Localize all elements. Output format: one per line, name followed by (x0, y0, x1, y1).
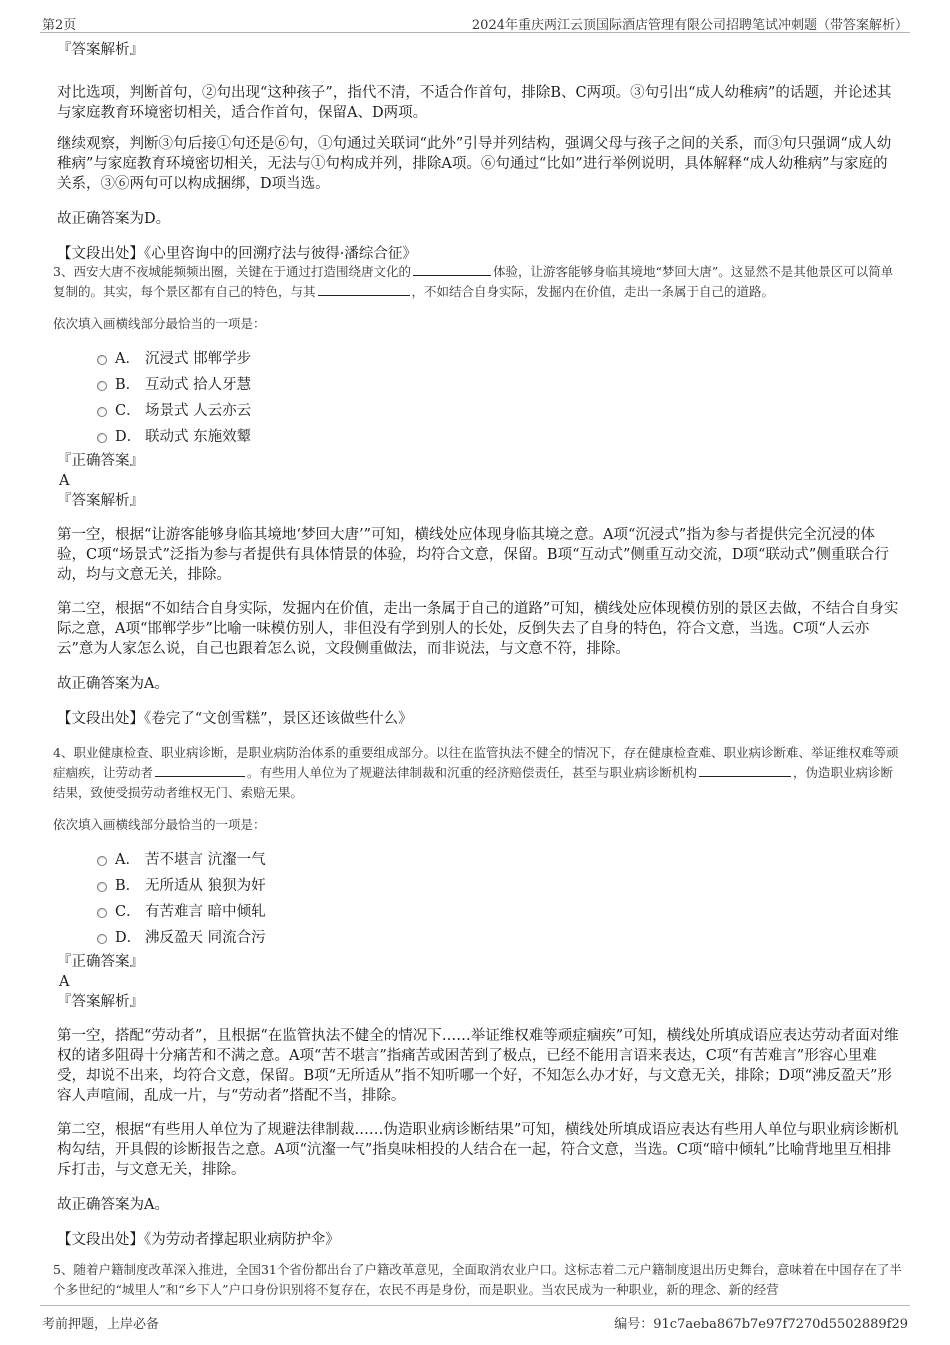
q3-conclusion: 故正确答案为A。 (57, 676, 169, 692)
page-content (53, 40, 902, 1300)
q3-analysis-paragraph-1: 第一空，根据“让游客能够身临其境地‘梦回大唐’”可知，横线处应体现身临其境之意。A项“沉浸式”指为参与者提供完全沉浸的体验，C项“场景式”泛指为参与者提供有具体情景的体验，均符合文意，保留。B项“互动式”侧重互动交流，D项“联动式”侧重联合行动，均与文意无关，排除。 (57, 527, 889, 583)
q4-source: 【文段出处】《为劳动者撑起职业病防护伞》 (57, 1232, 340, 1248)
radio-icon[interactable] (97, 934, 107, 944)
option-b[interactable]: B． 无所适从 狼狈为奸 (97, 873, 902, 899)
question-4-instruction: 依次填入画横线部分最恰当的一项是： (53, 817, 266, 832)
radio-icon[interactable] (97, 882, 107, 892)
option-d[interactable]: D． 联动式 东施效颦 (97, 424, 902, 450)
correct-answer-label: 『正确答案』 (57, 453, 144, 469)
document-title: 2024年重庆两江云顶国际酒店管理有限公司招聘笔试冲刺题（带答案解析） (471, 18, 908, 33)
option-a[interactable]: A． 沉浸式 邯郸学步 (97, 346, 902, 372)
option-b[interactable]: B． 互动式 拾人牙慧 (97, 372, 902, 398)
question-3-options (97, 346, 902, 450)
option-d[interactable]: D． 沸反盈天 同流合污 (97, 925, 902, 951)
q4-conclusion: 故正确答案为A。 (57, 1197, 169, 1213)
question-5-stem: 5、随着户籍制度改革深入推进，全国31个省份都出台了户籍改革意见，全面取消农业户口。这标志着二元户籍制度退出历史舞台，意味着在中国存在了半个多世纪的“城里人”和“乡下人”户口身份识别将不复存在，农民不再是身份，而是职业。当农民成为一种职业，新的理念、新的经营 (53, 1262, 902, 1297)
analysis-label: 『答案解析』 (57, 994, 144, 1010)
radio-icon[interactable] (97, 856, 107, 866)
question-4-options (97, 847, 902, 951)
page-header (40, 10, 910, 33)
radio-icon[interactable] (97, 355, 107, 365)
intro-source: 【文段出处】《心里咨询中的回溯疗法与彼得·潘综合征》 (57, 246, 417, 262)
question-3-instruction: 依次填入画横线部分最恰当的一项是： (53, 316, 266, 331)
intro-paragraph-2: 继续观察，判断③句后接①句还是⑥句，①句通过关联词“此外”引导并列结构，强调父母与孩子之间的关系，而③句只强调“成人幼稚病”与家庭教育环境密切相关，无法与①句构成并列，排除A项。⑥句通过“比如”进行举例说明，具体解释“成人幼稚病”与家庭的关系，③⑥两句可以构成捆绑，D项当选。 (57, 136, 892, 192)
radio-icon[interactable] (97, 908, 107, 918)
question-4-stem: 4、职业健康检查、职业病诊断，是职业病防治体系的重要组成部分。以往在监管执法不健全的情况下，存在健康检查难、职业病诊断难、举证维权难等顽症痼疾，让劳动者 。有些用人单位为了规避法律制裁和沉重的经济赔偿责任，甚至与职业病诊断机构 ，伪造职业病诊断结果，致使受损劳动者维权无门、索赔无果。 (53, 745, 899, 800)
page-footer (40, 1305, 910, 1332)
footer-slogan: 考前押题，上岸必备 (42, 1317, 160, 1332)
option-c[interactable]: C． 有苦难言 暗中倾轧 (97, 899, 902, 925)
q4-analysis-paragraph-2: 第二空，根据“有些用人单位为了规避法律制裁……伪造职业病诊断结果”可知，横线处所填成语应表达有些用人单位与职业病诊断机构勾结，开具假的诊断报告之意。A项“沆瀣一气”指臭味相投的人结合在一起，符合文意，当选。C项“暗中倾轧”比喻背地里互相排斥打击，与文意无关，排除。 (57, 1122, 899, 1178)
blank-line (413, 264, 491, 276)
option-c[interactable]: C． 场景式 人云亦云 (97, 398, 902, 424)
radio-icon[interactable] (97, 433, 107, 443)
analysis-label: 『答案解析』 (57, 493, 144, 509)
radio-icon[interactable] (97, 407, 107, 417)
blank-line (318, 284, 410, 296)
intro-paragraph-1: 对比选项，判断首句，②句出现“这种孩子”，指代不清，不适合作首句，排除B、C两项。③句引出“成人幼稚病”的话题，并论述其与家庭教育环境密切相关，适合作首句，保留A、D两项。 (57, 85, 892, 121)
correct-answer-label: 『正确答案』 (57, 954, 144, 970)
document-id: 编号：91c7aeba867b7e97f7270d5502889f29 (614, 1317, 908, 1332)
q4-analysis-paragraph-1: 第一空，搭配“劳动者”，且根据“在监管执法不健全的情况下……举证维权难等顽症痼疾”可知，横线处所填成语应表达劳动者面对维权的诸多阻碍十分痛苦和不满之意。A项“苦不堪言”指痛苦或困苦到了极点，已经不能用言语来表达，C项“有苦难言”形容心里难受，却说不出来，均符合文意，保留。B项“无所适从”指不知听哪一个好，不知怎么办才好，与文意无关，排除；D项“沸反盈天”形容人声喧闹，乱成一片，与“劳动者”搭配不当，排除。 (57, 1028, 899, 1104)
analysis-label: 『答案解析』 (57, 42, 144, 58)
question-3-stem: 3、西安大唐不夜城能频频出圈，关键在于通过打造围绕唐文化的 体验，让游客能够身临其境地“梦回大唐”。这显然不是其他景区可以简单复制的。其实，每个景区都有自己的特色，与其 ，不如结合自身实际，发掘内在价值，走出一条属于自己的道路。 (53, 264, 894, 299)
radio-icon[interactable] (97, 381, 107, 391)
q3-analysis-paragraph-2: 第二空，根据“不如结合自身实际，发掘内在价值，走出一条属于自己的道路”可知，横线处应体现模仿别的景区去做，不结合自身实际之意，A项“邯郸学步”比喻一味模仿别人，非但没有学到别人的长处，反倒失去了自身的特色，符合文意，当选。C项“人云亦云”意为人家怎么说，自己也跟着怎么说，文段侧重做法，而非说法，与文意不符，排除。 (57, 601, 899, 657)
blank-line (699, 765, 791, 777)
correct-answer-value: A (59, 974, 70, 990)
blank-line (155, 765, 245, 777)
page-number: 第2页 (42, 18, 77, 33)
q3-source: 【文段出处】《卷完了“文创雪糕”，景区还该做些什么》 (57, 711, 413, 727)
option-a[interactable]: A． 苦不堪言 沆瀣一气 (97, 847, 902, 873)
correct-answer-value: A (59, 473, 70, 489)
intro-conclusion: 故正确答案为D。 (57, 211, 171, 227)
